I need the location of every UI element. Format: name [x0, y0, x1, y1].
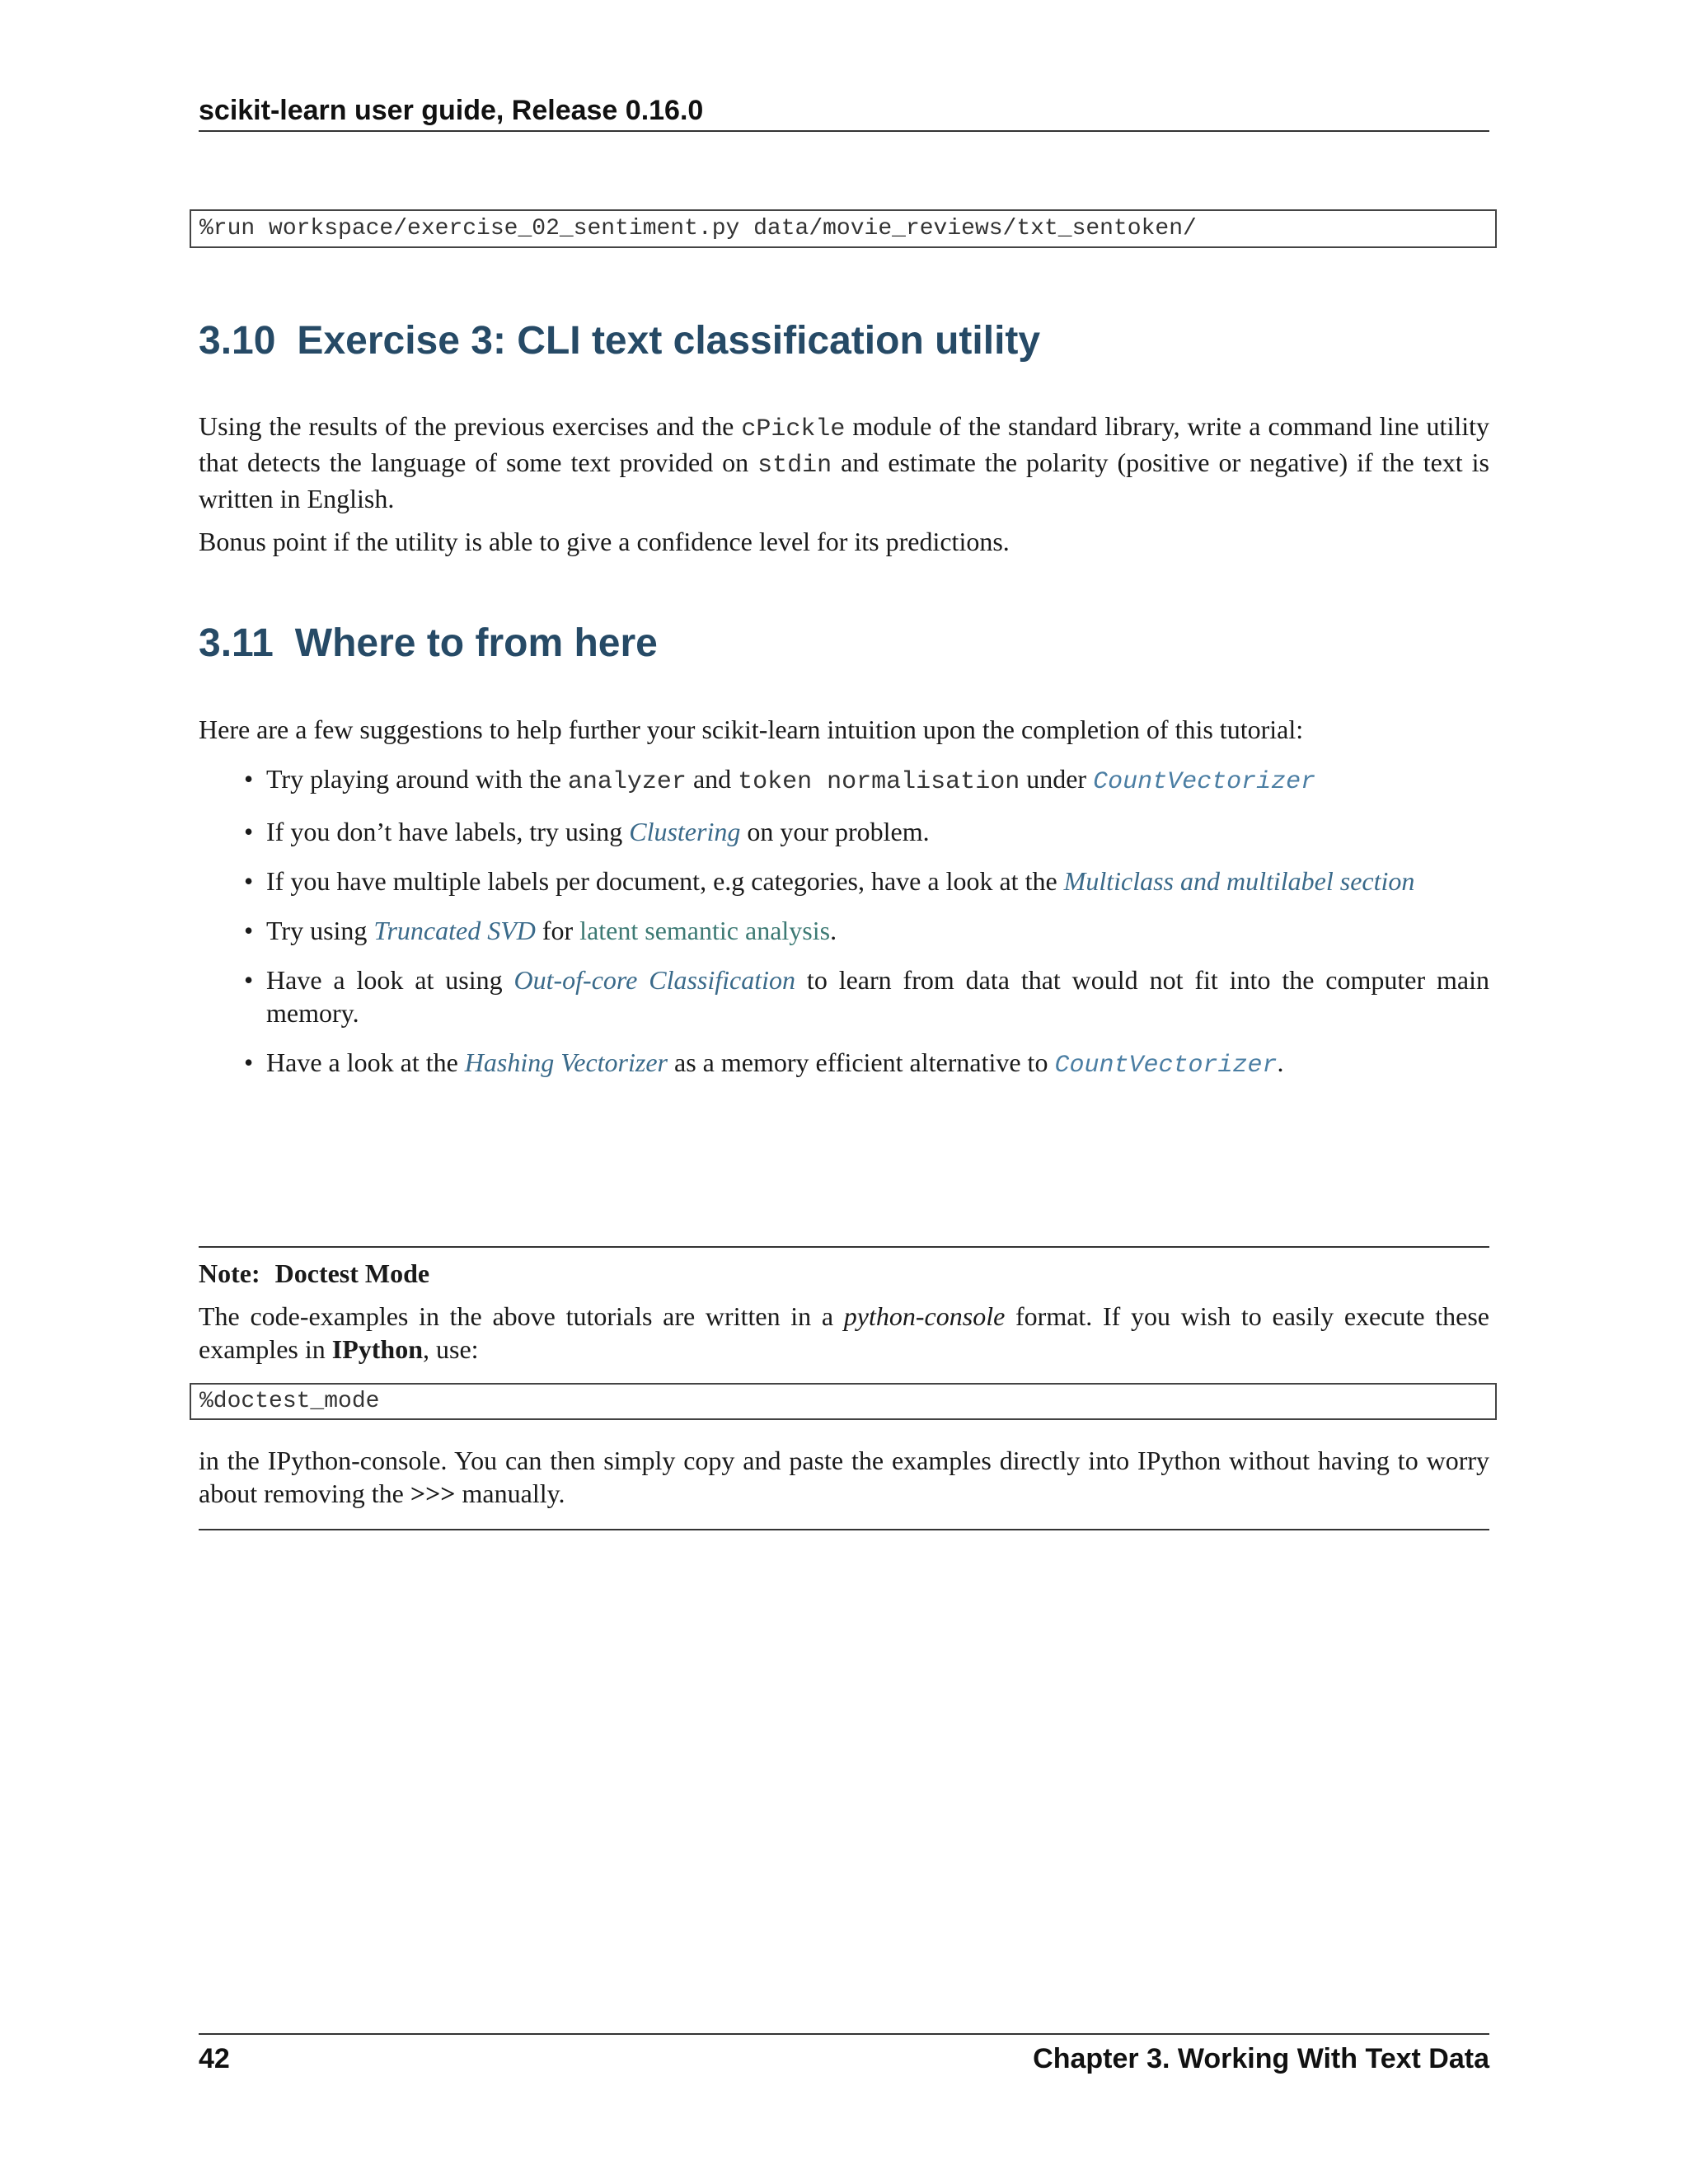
- link-out-of-core-classification[interactable]: Out-of-core Classification: [513, 965, 796, 995]
- note-top-rule: [199, 1246, 1489, 1248]
- text-span: .: [1277, 1047, 1284, 1077]
- text-span: format. If you wish to easily execute these examples in: [199, 1301, 1490, 1364]
- emphasis-python-console: python-console: [843, 1301, 1006, 1331]
- chapter-title: Chapter 3. Working With Text Data: [1033, 2043, 1489, 2074]
- bullet-glyph: •: [244, 817, 254, 846]
- text-span: If you don’t have labels, try using: [266, 817, 630, 846]
- code-block-run-command: %run workspace/exercise_02_sentiment.py data/movie_reviews/txt_sentoken/: [190, 209, 1497, 248]
- paragraph-exercise-description: [199, 410, 1489, 515]
- text-span: .: [830, 916, 837, 945]
- note-bottom-rule: [199, 1529, 1489, 1530]
- note-paragraph-python-console: [199, 1300, 1489, 1366]
- text-span: Have a look at using: [266, 965, 514, 995]
- text-span: to learn from data that would not fit into the computer main memory.: [266, 965, 1490, 1028]
- text-span: module of the standard library, write a command line utility that detects the language of some text provided on: [199, 411, 1490, 477]
- page-number: 42: [199, 2043, 230, 2074]
- text-span: Try playing around with the: [266, 764, 568, 794]
- text-span: and: [686, 764, 738, 794]
- running-header: scikit-learn user guide, Release 0.16.0: [199, 95, 704, 126]
- code-block-doctest-mode: %doctest_mode: [190, 1383, 1497, 1420]
- bullet-glyph: •: [244, 965, 254, 995]
- section-heading-3-11: [199, 619, 658, 668]
- text-span: The code-examples in the above tutorials are written in a: [199, 1301, 844, 1331]
- header-rule: [199, 130, 1489, 132]
- strong-ipython: IPython: [331, 1334, 423, 1364]
- text-span: for: [535, 916, 580, 945]
- section-title: Where to from here: [294, 621, 658, 665]
- suggestions-list: [199, 762, 1489, 1099]
- bullet-glyph: •: [244, 764, 254, 794]
- paragraph-bonus-point: Bonus point if the utility is able to give a confidence level for its predictions.: [199, 527, 1010, 556]
- section-heading-3-10: [199, 316, 1040, 366]
- link-truncated-svd[interactable]: Truncated SVD: [373, 916, 536, 945]
- section-number: 3.11: [199, 621, 274, 665]
- list-item: [199, 865, 1489, 898]
- section-number: 3.10: [199, 319, 276, 363]
- bullet-glyph: •: [244, 916, 254, 945]
- link-countvectorizer[interactable]: CountVectorizer: [1093, 768, 1316, 796]
- paragraph-suggestions-intro: Here are a few suggestions to help further your scikit-learn intuition upon the completion of this tutorial:: [199, 715, 1304, 744]
- note-title: [199, 1257, 429, 1290]
- list-item: [199, 1046, 1489, 1082]
- text-span: and estimate the polarity (positive or negative) if the text is written in English.: [199, 448, 1490, 513]
- inline-code-analyzer: analyzer: [567, 768, 687, 796]
- text-span: on your problem.: [740, 817, 930, 846]
- text-span: in the IPython-console. You can then simply copy and paste the examples directly into IPython without having to worry about removing the: [199, 1446, 1489, 1508]
- text-span: Have a look at the: [266, 1047, 465, 1077]
- text-span: If you have multiple labels per document, e.g categories, have a look at the: [266, 866, 1064, 896]
- strong-prompt: >>>: [410, 1479, 456, 1508]
- link-multiclass-multilabel[interactable]: Multiclass and multilabel section: [1063, 866, 1415, 896]
- note-label: Note:: [199, 1258, 260, 1288]
- page-footer: [199, 2041, 1489, 2077]
- link-latent-semantic-analysis[interactable]: latent semantic analysis: [579, 916, 831, 945]
- inline-code-stdin: stdin: [757, 452, 832, 480]
- document-page: [199, 0, 1489, 2184]
- note-paragraph-ipython-console: [199, 1444, 1489, 1510]
- text-span: as a memory efficient alternative to: [668, 1047, 1055, 1077]
- note-heading: Doctest Mode: [274, 1258, 430, 1288]
- inline-code-cpickle: cPickle: [741, 415, 846, 443]
- text-span: , use:: [422, 1334, 479, 1364]
- section-title: Exercise 3: CLI text classification utility: [297, 319, 1041, 363]
- link-clustering[interactable]: Clustering: [629, 817, 741, 846]
- list-item: [199, 762, 1489, 799]
- list-item: [199, 815, 1489, 848]
- link-countvectorizer[interactable]: CountVectorizer: [1054, 1052, 1278, 1080]
- list-item: [199, 963, 1489, 1029]
- text-span: Using the results of the previous exercises and the: [199, 411, 742, 441]
- inline-code-token-normalisation: token normalisation: [738, 768, 1020, 796]
- text-span: under: [1020, 764, 1094, 794]
- footer-rule: [199, 2033, 1489, 2035]
- list-item: [199, 914, 1489, 947]
- bullet-glyph: •: [244, 1047, 254, 1077]
- link-hashing-vectorizer[interactable]: Hashing Vectorizer: [464, 1047, 668, 1077]
- text-span: manually.: [455, 1479, 565, 1508]
- bullet-glyph: •: [244, 866, 254, 896]
- text-span: Try using: [266, 916, 374, 945]
